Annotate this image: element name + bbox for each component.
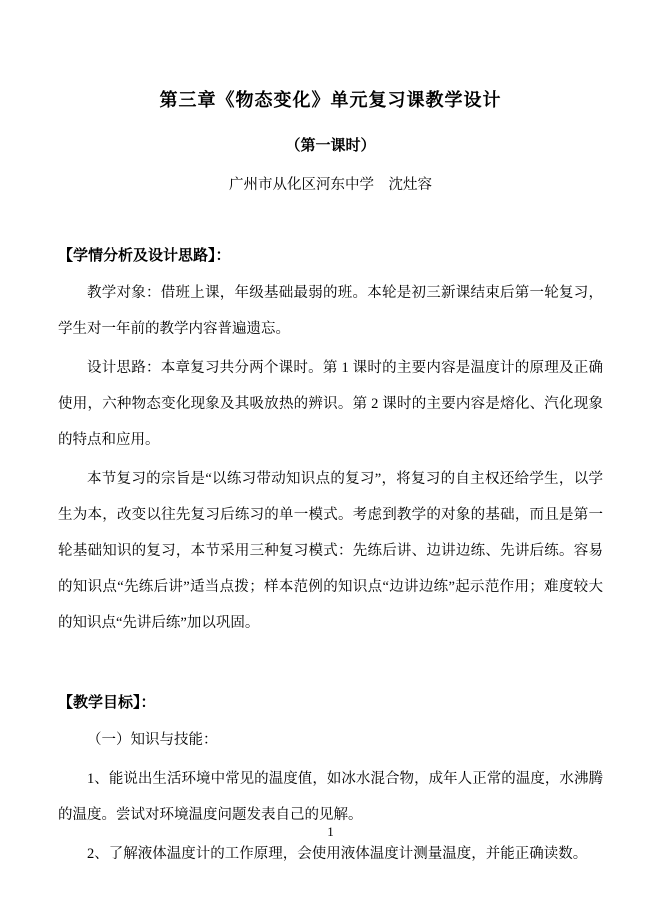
- document-title: 第三章《物态变化》单元复习课教学设计: [159, 90, 502, 110]
- section-heading-goals: 【教学目标】：: [58, 695, 156, 711]
- paragraph-goal-1: 1、能说出生活环境中常见的温度值，如冰水混合物，成年人正常的温度，水沸腾的温度。尝试对环境温度问题发表自己的见解。: [58, 771, 603, 823]
- document-subtitle: （第一课时）: [285, 138, 376, 154]
- author-line: 广州市从化区河东中学 沈灶容: [229, 177, 432, 193]
- page-number: 1: [327, 824, 334, 839]
- paragraph-teaching-subject: 教学对象：借班上课，年级基础最弱的班。本轮是初三新课结束后第一轮复习，学生对一年前的教学内容普遍遗忘。: [58, 285, 603, 337]
- section-analysis: [58, 244, 603, 641]
- section-heading-analysis: 【学情分析及设计思路】：: [58, 248, 231, 264]
- paragraph-knowledge-skills: （一）知识与技能：: [87, 732, 218, 748]
- section-goals: [58, 691, 603, 872]
- paragraph-goal-2: 2、了解液体温度计的工作原理，会使用液体温度计测量温度，并能正确读数。: [87, 846, 588, 862]
- paragraph-review-principle: 本节复习的宗旨是“以练习带动知识点的复习”，将复习的自主权还给学生，以学生为本，改变以往先复习后练习的单一模式。考虑到教学的对象的基础，而且是第一轮基础知识的复习，本节采用三种复习模式：先练后讲、边讲边练、先讲后练。容易的知识点“先练后讲”适当点拨；样本范例的知识点“边讲边练”起示范作用；难度较大的知识点“先讲后练”加以巩固。: [58, 471, 603, 631]
- paragraph-design-idea: 设计思路：本章复习共分两个课时。第 1 课时的主要内容是温度计的原理及正确使用，六种物态变化现象及其吸放热的辨识。第 2 课时的主要内容是熔化、汽化现象的特点和应用。: [58, 360, 603, 448]
